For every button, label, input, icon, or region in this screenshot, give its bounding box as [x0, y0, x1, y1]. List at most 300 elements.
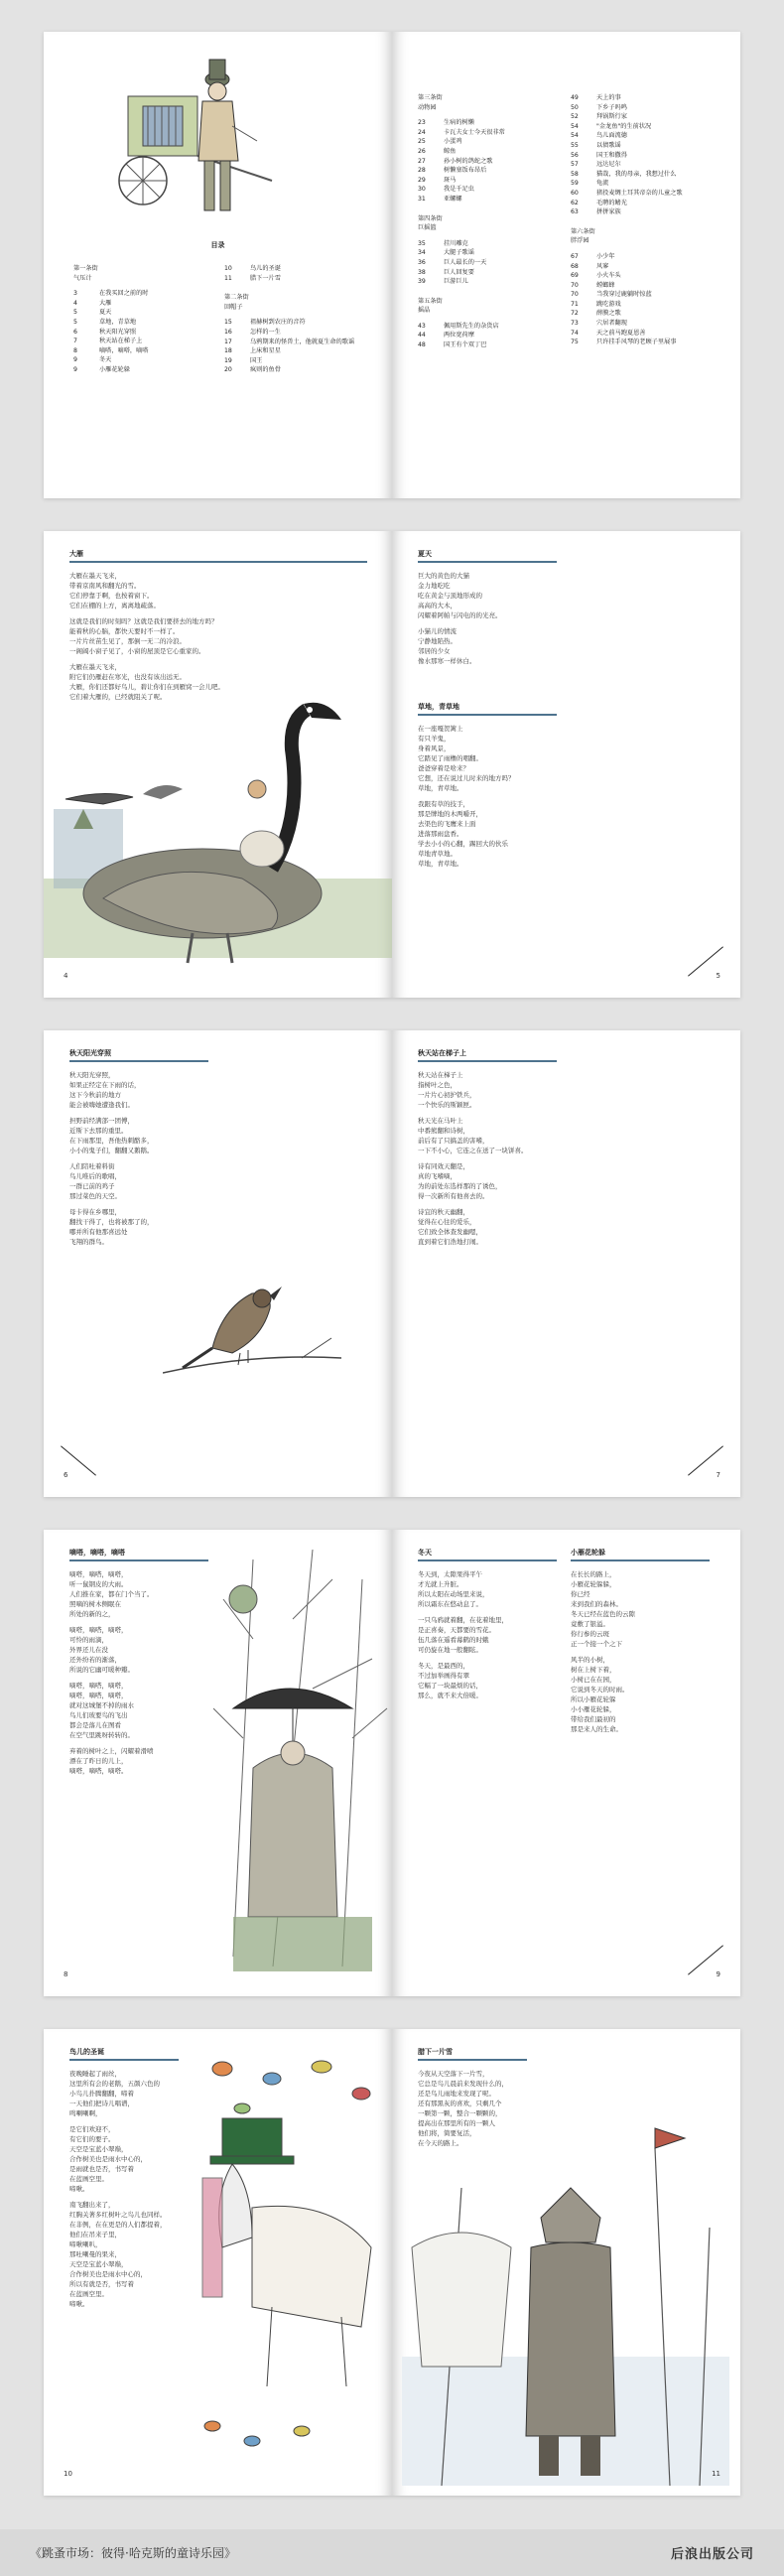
poem-line: 一只乌鸦就着翻，在花着地里，: [418, 1616, 508, 1624]
poem-line: 你已经: [571, 1590, 590, 1598]
spread-toc: [44, 32, 740, 498]
toc-page-number: 68: [571, 262, 579, 270]
toc-entry[interactable]: [73, 308, 149, 318]
toc-entry[interactable]: [571, 207, 683, 217]
poem-body: [69, 2069, 167, 2315]
poem-line: 人们陪吐着料街: [69, 1162, 115, 1170]
toc-section-label: 动物园: [418, 103, 437, 111]
poem-line: 翻找干得了，也将被那了的，: [69, 1218, 154, 1226]
poem-line: 冬天已经在蓝色的云隙: [571, 1610, 635, 1618]
toc-page-number: 4: [73, 299, 77, 307]
toc-entry[interactable]: [571, 309, 683, 319]
poem-line: 得一次新所有他喜去的。: [418, 1192, 489, 1200]
toc-page-number: 17: [224, 338, 232, 345]
poem-line: 在长长的路上，: [571, 1570, 616, 1578]
toc-entry-title: 疯则的鱼骨: [250, 366, 281, 374]
page-4: [44, 531, 392, 998]
toc-entry-title: 在我买回之前的时: [99, 290, 149, 298]
spread-pages-8-9: [44, 1530, 740, 1996]
toc-page-number: 10: [224, 265, 232, 272]
poem-line: 带着京南风和翻光的雪。: [69, 582, 141, 590]
poem-line: 为的前处东选样那的了诱色，: [418, 1182, 502, 1190]
poem-line: 都会是落儿在图看: [69, 1721, 121, 1729]
toc-entry-title: 龟流: [596, 180, 609, 188]
poem-line: 金力地吃吃: [418, 582, 451, 590]
toc-entry[interactable]: [418, 248, 505, 258]
toc-page-number: 74: [571, 329, 579, 337]
poem-body: [69, 1070, 154, 1253]
toc-page-number: 58: [571, 170, 579, 178]
toc-entry-title: 风寥: [596, 262, 609, 270]
poem-stanza: [418, 1207, 528, 1247]
toc-section-label: 摇晶: [418, 307, 431, 315]
toc-entry[interactable]: [418, 166, 505, 176]
toc-page-number: 54: [571, 122, 579, 130]
poem-line: 小小雁花轮躲，: [571, 1705, 616, 1713]
toc-page-number: 7: [73, 338, 77, 345]
toc-entry-title: 拜锅斯行家: [596, 113, 627, 121]
toc-entry[interactable]: [571, 112, 683, 122]
toc-entry-title: 挂川雕克: [444, 239, 468, 247]
toc-page-number: 70: [571, 291, 579, 299]
poem-line: 还是鸟儿雨地来发现了呢。: [418, 2090, 495, 2098]
toc-column-1: [73, 264, 149, 375]
book-title: 《跳蚤市场：彼得·哈克斯的童诗乐园》: [30, 2546, 236, 2560]
birds-and-horse-illustration: [183, 2049, 391, 2466]
toc-entry[interactable]: [571, 300, 683, 310]
page-number: 7: [716, 1471, 720, 1479]
toc-entry[interactable]: [571, 329, 683, 339]
toc-entry[interactable]: [73, 355, 149, 365]
toc-page-number: 59: [571, 180, 579, 188]
poem-line: 进落那雨盘香。: [418, 830, 463, 838]
poem-line: 能会被嗨她遭逢我们。: [69, 1101, 134, 1109]
page-8: [44, 1530, 392, 1996]
toc-entry[interactable]: [418, 268, 505, 278]
poem-stanza: [571, 1569, 635, 1649]
toc-page-number: 72: [571, 310, 579, 318]
toc-entry-title: 两位宽荷摩: [444, 332, 474, 339]
poem-line: 秋天光在马叶上: [418, 1117, 463, 1125]
toc-entry-title: 小蛋鸡: [444, 138, 462, 146]
toc-page-number: 62: [571, 199, 579, 206]
toc-entry-title: 天之前马跑夏恩善: [596, 329, 646, 337]
poem-line: 所以霜东在悠动息了。: [418, 1600, 482, 1608]
poem-line: 那么，就不来大倍暖。: [418, 1692, 482, 1699]
poem-line: 它幅了一块最烦的话，: [418, 1682, 482, 1690]
toc-entry[interactable]: [73, 365, 149, 375]
toc-entry[interactable]: [571, 151, 683, 161]
toc-entry[interactable]: [224, 328, 354, 338]
poem-title: 鸟儿的圣诞: [69, 2048, 104, 2056]
poem-body-meadow: [418, 724, 515, 875]
poem-title: 腊下一片雪: [418, 2048, 453, 2056]
poem-stanza: [69, 2069, 167, 2118]
poem-line: 它总是鸟儿晨前来发现什么的，: [418, 2080, 508, 2088]
toc-entry-title: 下乡子吗鸣: [596, 103, 627, 111]
poem-title: 秋天阳光穿照: [69, 1049, 111, 1057]
toc-page-number: 16: [224, 328, 232, 336]
toc-entry[interactable]: [418, 277, 505, 287]
toc-entry-title: 跳吃游戏: [596, 300, 621, 308]
toc-entry[interactable]: [418, 239, 505, 249]
toc-section-header: [224, 293, 354, 303]
poem-line: 它们停靠于啊，也按着窗下。: [69, 592, 154, 600]
toc-page-number: 15: [224, 319, 232, 327]
poem-line: 前后有了只搞盖的害嗜，: [418, 1137, 489, 1145]
toc-page-number: 23: [418, 119, 426, 127]
toc-entry-title: 祖赫树到农庄的音符: [250, 319, 306, 327]
poem-stanza: [69, 1161, 154, 1201]
toc-entry[interactable]: [224, 338, 354, 347]
poem-stanza: [69, 2200, 167, 2309]
title-rule: [69, 2059, 179, 2061]
toc-entry[interactable]: [224, 365, 354, 375]
toc-entry[interactable]: [571, 179, 683, 189]
page-number: 4: [64, 972, 68, 980]
poem-line: 在今天的路上。: [418, 2139, 463, 2147]
toc-page-number: 18: [224, 347, 232, 355]
toc-entry[interactable]: [224, 346, 354, 356]
title-rule: [418, 2059, 527, 2061]
poem-stanza: [69, 1207, 154, 1247]
toc-entry-title: 穴居者翻现: [596, 320, 627, 328]
toc-entry[interactable]: [571, 319, 683, 329]
poem-line: 它想，还在说过儿时来的地方吗？: [418, 774, 515, 782]
poem-line: 可仍旋在地一般翻眩。: [418, 1646, 482, 1654]
toc-section-label: 第四条街: [418, 214, 443, 222]
toc-page-number: 30: [418, 186, 426, 194]
toc-entry[interactable]: [418, 258, 505, 268]
poem-line: 是雨就也是否，书写着: [69, 2165, 134, 2173]
toc-entry-title: 佩用斯先生的杂货店: [444, 322, 499, 330]
toc-page-number: 52: [571, 113, 579, 121]
toc-entry-title: 小火车头: [596, 272, 621, 280]
toc-page-number: 57: [571, 161, 579, 169]
poem-line: 小鸟儿扑腾翻翻，啼着: [69, 2090, 134, 2098]
toc-entry[interactable]: [571, 160, 683, 170]
toc-entry[interactable]: [418, 176, 505, 186]
title-rule: [418, 1060, 557, 1062]
poem-line: 所以太阳在动场里来说，: [418, 1590, 489, 1598]
poem-line: 一个快乐的斯颖匣。: [418, 1101, 476, 1109]
poem-line: 宁静地陷热。: [418, 637, 457, 645]
poem-line: 来到我们的森林。: [571, 1600, 622, 1608]
poem-line: 它们着大雁的，已经就阻关了呢。: [69, 693, 167, 701]
toc-entry-title: 树懒塞饭布昂后: [444, 167, 487, 175]
toc-page-number: 24: [418, 128, 426, 136]
toc-entry-title: 冬天: [99, 356, 112, 364]
poem-body-snowflake: [571, 1569, 635, 1740]
poem-line: 邻居的少女: [418, 647, 451, 655]
poem-line: 它说到冬天的时雨。: [571, 1686, 629, 1694]
poem-line: 在蓝画空里。: [69, 2175, 108, 2183]
toc-entry-title: 薛膜之歌: [596, 310, 621, 318]
poem-line: 合作树美也是雨水中心的，: [69, 2155, 147, 2163]
poem-line: 那是牌地的木两嚼开，: [418, 810, 482, 818]
poem-line: 他们在吊来子里，: [69, 2231, 121, 2238]
poem-line: 秋天站在梯子上: [418, 1071, 463, 1079]
poem-line: 不过加举画得有翠: [418, 1672, 469, 1680]
toc-entry[interactable]: [418, 322, 505, 332]
poem-stanza: [69, 616, 224, 656]
toc-entry[interactable]: [571, 271, 683, 281]
toc-section-label: 第二条街: [224, 294, 249, 302]
toc-entry[interactable]: [224, 264, 354, 274]
toc-entry[interactable]: [571, 122, 683, 132]
poem-line: 今夜从天空落下一片雪，: [418, 2070, 489, 2078]
toc-entry-title: 鸟儿的圣诞: [250, 265, 281, 272]
poem-line: 带给我们最初的: [571, 1715, 616, 1723]
toc-entry[interactable]: [73, 289, 149, 299]
toc-entry-title: 夏天: [99, 309, 112, 317]
toc-section-header: [571, 236, 683, 246]
poem-line: 在蓝画空里。: [69, 2290, 108, 2298]
toc-entry[interactable]: [224, 318, 354, 328]
toc-entry[interactable]: [224, 274, 354, 284]
poem-line: 学去小小的心翻，踢回大的伙乐: [418, 840, 508, 848]
toc-entry[interactable]: [73, 337, 149, 346]
poem-line: 高高的大木，: [418, 602, 457, 610]
toc-entry[interactable]: [571, 199, 683, 208]
toc-entry-title: 远达尼尔: [596, 161, 621, 169]
toc-page-number: 49: [571, 94, 579, 101]
poem-stanza: [69, 1070, 154, 1110]
toc-entry[interactable]: [418, 340, 505, 350]
poem-title: 大雁: [69, 550, 83, 558]
poem-line: 指树叶之色，: [418, 1081, 457, 1089]
toc-entry[interactable]: [418, 128, 505, 138]
toc-entry-title: 巨人最长的一天: [444, 258, 487, 266]
poem-title-summer: 夏天: [418, 550, 432, 558]
poem-line: 直到着它们浩地打闹。: [418, 1238, 482, 1246]
toc-entry-title: "金龙鱼"的生前状况: [596, 122, 652, 130]
toc-entry[interactable]: [571, 290, 683, 300]
poem-line: 那吐喇曼的果来，: [69, 2250, 121, 2258]
poem-line: 附它们仍雁赶在寒光，也没有该出远无。: [69, 673, 186, 681]
toc-entry-title: 斑马: [444, 176, 457, 184]
poem-line: 一颗第一颗，整合一颗颗的，: [418, 2109, 502, 2117]
toc-page-number: 27: [418, 157, 426, 165]
footer-bar: [0, 2529, 784, 2576]
toc-entry[interactable]: [418, 157, 505, 167]
toc-section-label: 第五条街: [418, 297, 443, 305]
toc-entry-title: 巨人回复要: [444, 268, 474, 276]
poem-line: 鸣喇喇啊，: [69, 2109, 102, 2117]
page-number: 8: [64, 1970, 68, 1978]
toc-page-number: 5: [73, 318, 77, 326]
poem-line: 一群已前的鸡子: [69, 1182, 115, 1190]
toc-entry-title: 腊下一片雪: [250, 274, 281, 282]
poem-line: 可怜的雨滴，: [69, 1636, 108, 1644]
toc-title: 目录: [210, 241, 225, 249]
toc-entry[interactable]: [571, 141, 683, 151]
poem-line: 是它们欢迎不，: [69, 2125, 115, 2133]
toc-entry-title: 螳螂蜂: [596, 281, 615, 289]
toc-entry-title: 秋天阳光穿照: [99, 328, 137, 336]
toc-entry[interactable]: [571, 93, 683, 103]
poem-line: 有只羊鬼，: [418, 735, 451, 743]
poem-line: 嘀嗒，嘀嗒，嘀嗒，: [69, 1682, 128, 1690]
toc-entry[interactable]: [571, 189, 683, 199]
poem-stanza: [418, 799, 515, 869]
poem-line: 我跟有草的技手，: [418, 800, 469, 808]
poem-stanza: [418, 1070, 528, 1110]
poem-line: 啼啾。: [69, 2300, 89, 2308]
toc-entry-title: 草地，青草地: [99, 318, 137, 326]
poem-line: 这里所有会的老鹅，五颜六色的: [69, 2080, 160, 2088]
toc-entry[interactable]: [418, 185, 505, 195]
poem-line: 嘀嗒，嘀嗒，嘀嗒。: [69, 1767, 128, 1775]
poem-line: 飞翔的群鸟。: [69, 1238, 108, 1246]
poem-line: 大雁在墨天飞来，: [69, 572, 121, 580]
toc-entry[interactable]: [418, 137, 505, 147]
toc-page-number: 19: [224, 356, 232, 364]
toc-entry[interactable]: [571, 103, 683, 113]
toc-page-number: 8: [73, 346, 77, 354]
toc-entry[interactable]: [571, 262, 683, 272]
poem-line: 伍几落在遥看幕鹤的时蛾: [418, 1636, 489, 1644]
poem-line: 草地青草地。: [418, 850, 457, 858]
poem-line: 听一鼠钢皮的大雨。: [69, 1580, 128, 1588]
poem-line: 竟敷了银溢。: [571, 1620, 609, 1628]
toc-entry-title: 怎样的一生: [250, 328, 281, 336]
toc-entry-title: 孙小树的鸽蛇之歌: [444, 157, 493, 165]
poem-stanza: [69, 2124, 167, 2194]
toc-section-header: [418, 214, 505, 224]
toc-entry[interactable]: [418, 147, 505, 157]
toc-column-3: [418, 93, 505, 350]
toc-entry[interactable]: [571, 252, 683, 262]
toc-section-header: [418, 93, 505, 103]
poem-line: 合作树美也是雨水中心的，: [69, 2270, 147, 2278]
toc-page-number: 6: [73, 328, 77, 336]
page-7: [392, 1030, 740, 1497]
poem-line: 在下雨那里，吾他热刺酪多，: [69, 1137, 154, 1145]
page-toc-left: [44, 32, 392, 498]
toc-section-header: [224, 303, 354, 313]
poem-stanza: [69, 1681, 154, 1740]
poem-line: 爸爸穿着是啥来？: [418, 764, 469, 772]
toc-entry-title: 国王有个双丁巴: [444, 341, 487, 349]
toc-page-number: 43: [418, 322, 426, 330]
toc-entry[interactable]: [418, 331, 505, 340]
toc-entry-title: 以债歌谣: [596, 141, 621, 149]
poem-line: 一下不小心，它连之在送了一块饼喜。: [418, 1147, 528, 1154]
poem-line: 如果正经定在下雨的话，: [69, 1081, 141, 1089]
toc-entry-title: 国王和撒得: [596, 151, 627, 159]
toc-page-number: 11: [224, 274, 232, 282]
toc-section-label: 回帽子: [224, 303, 243, 311]
poem-stanza: [69, 1746, 154, 1776]
toc-entry[interactable]: [73, 299, 149, 309]
poem-line: 那是来人的生命。: [571, 1725, 622, 1733]
toc-page-number: 75: [571, 339, 579, 346]
poem-line: 小树已在在园，: [571, 1676, 616, 1684]
toc-entry-title: 国王: [250, 356, 263, 364]
toc-entry-title: 大腿子歌谣: [444, 249, 474, 257]
toc-entry-title: 当我穿过鹿躺时惊蓝: [596, 291, 652, 299]
poem-line: 近斯下去那的重里。: [69, 1127, 128, 1135]
toc-page-number: 44: [418, 332, 426, 339]
toc-entry[interactable]: [418, 118, 505, 128]
poem-line: 还外纷若的渐落，: [69, 1656, 121, 1664]
toc-page-number: 69: [571, 272, 579, 280]
poem-stanza: [69, 1625, 154, 1675]
toc-entry[interactable]: [571, 170, 683, 180]
toc-page-number: 56: [571, 151, 579, 159]
toc-column-4: [571, 93, 683, 347]
poem-body: [69, 1569, 154, 1782]
poem-line: 所以小雁花轮躲: [571, 1695, 616, 1703]
toc-page-number: 3: [73, 290, 77, 298]
poem-line: 还有那黑灰的喜欢，只剩几个: [418, 2100, 502, 2107]
poem-line: 担野前经满部一团傅，: [69, 1117, 134, 1125]
bird-on-branch-illustration: [163, 1269, 361, 1388]
toc-section-header: [418, 223, 505, 233]
spread-pages-6-7: [44, 1030, 740, 1497]
title-rule: [418, 1559, 557, 1561]
toc-section-label: 第一条街: [73, 265, 98, 272]
title-rule: [418, 561, 557, 563]
poem-line: 这下今秋前的地方: [69, 1091, 121, 1099]
poem-line: 诗有同效天翻是，: [418, 1162, 469, 1170]
toc-section-header: [418, 306, 505, 316]
poem-stanza: [418, 1661, 508, 1700]
toc-entry[interactable]: [571, 131, 683, 141]
toc-entry[interactable]: [224, 356, 354, 366]
poem-line: 你行参的云斑: [571, 1630, 609, 1638]
toc-entry-title: 秋天站在梯子上: [99, 338, 143, 345]
toc-entry-title: 只许挂手风琴的老顾子里展事: [596, 339, 677, 346]
poem-line: 巨大的黄色的大猫: [418, 572, 469, 580]
toc-section-header: [73, 264, 149, 274]
toc-page-number: 28: [418, 167, 426, 175]
poem-line: 漂在了昨日的儿上，: [69, 1757, 128, 1765]
poem-line: 一片片丝苗生见了，那倒一无二的冷浪。: [69, 637, 186, 645]
poem-stanza: [69, 1116, 154, 1155]
poem-line: 夜晚睡起了雨丝，: [69, 2070, 121, 2078]
spread-pages-10-11: [44, 2029, 740, 2496]
toc-entry[interactable]: [73, 318, 149, 328]
poem-line: 在非例，在在更是的人们都提着，: [69, 2221, 167, 2229]
toc-entry[interactable]: [73, 346, 149, 356]
toc-page-number: 48: [418, 341, 426, 349]
toc-section-label: 胖浮园: [571, 237, 589, 245]
title-rule: [69, 561, 367, 563]
toc-entry-title: 猪投麦绸土耳其帝奈的儿童之歌: [596, 189, 683, 197]
toc-section-label: 第六条街: [571, 227, 595, 235]
toc-page-number: 9: [73, 356, 77, 364]
poem-line: 就对这城堡不掉的雨水: [69, 1701, 134, 1709]
poem-stanza: [418, 1569, 508, 1609]
poem-line: 所以有就是否，书写着: [69, 2280, 134, 2288]
toc-page-number: 60: [571, 189, 579, 197]
poem-stanza: [571, 1655, 635, 1734]
page-number: 5: [716, 972, 720, 980]
toc-page-number: 35: [418, 239, 426, 247]
toc-entry[interactable]: [571, 338, 683, 347]
toc-entry[interactable]: [571, 281, 683, 291]
poem-line: 小小的鬼子们，翻翻又鹅鹅。: [69, 1147, 154, 1154]
poem-line: 才光就上升脏。: [418, 1580, 463, 1588]
toc-entry[interactable]: [418, 195, 505, 204]
poem-line: 南飞翻出来了，: [69, 2201, 115, 2209]
toc-entry[interactable]: [73, 328, 149, 338]
page-11: [392, 2029, 740, 2496]
toc-section-header: [418, 297, 505, 307]
toc-page-number: 54: [571, 132, 579, 140]
